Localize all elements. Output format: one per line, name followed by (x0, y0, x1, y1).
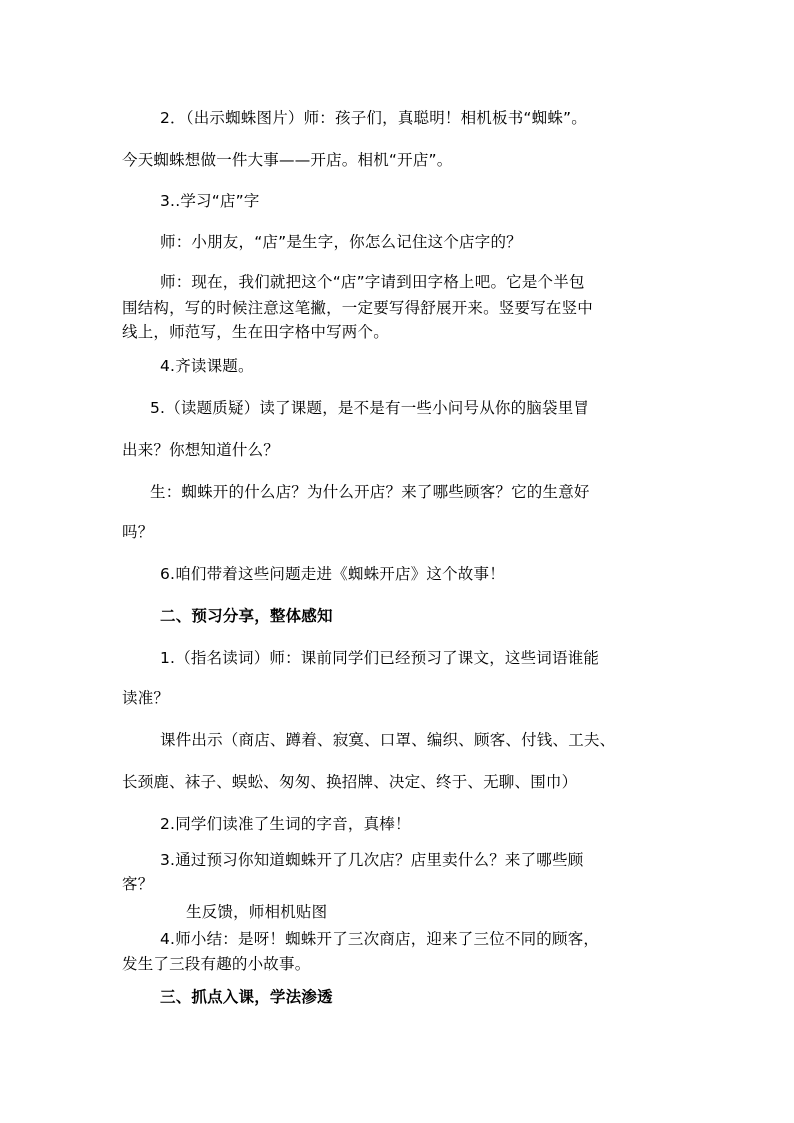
text-line: 3.通过预习你知道蜘蛛开了几次店？店里卖什么？来了哪些顾 (160, 851, 584, 869)
text-line: 生反馈，师相机贴图 (186, 903, 328, 921)
text-line: 3..学习“店”字 (160, 192, 260, 210)
text-line: 围结构，写的时候注意这笔撇，一定要写得舒展开来。竖要写在竖中 (122, 299, 594, 317)
section-heading: 二、预习分享，整体感知 (160, 607, 333, 625)
text-line: 线上，师范写，生在田字格中写两个。 (122, 323, 389, 341)
text-line: 读准？ (122, 689, 170, 707)
text-line: 出来？你想知道什么？ (122, 441, 280, 459)
text-line: 6.咱们带着这些问题走进《蜘蛛开店》这个故事！ (160, 565, 505, 583)
text-line: 2.同学们读准了生词的字音，真棒！ (160, 815, 411, 833)
text-line: 1.（指名读词）师：课前同学们已经预习了课文，这些词语谁能 (160, 649, 600, 667)
text-line: 4.齐读课题。 (160, 357, 254, 375)
text-line: 长颈鹿、袜子、蜈蚣、匆匆、换招牌、决定、终于、无聊、围巾） (122, 773, 578, 791)
text-line: 4.师小结：是呀！蜘蛛开了三次商店，迎来了三位不同的顾客， (160, 930, 600, 948)
text-line: 客？ (122, 875, 154, 893)
text-line: 发生了三段有趣的小故事。 (122, 955, 311, 973)
text-line: 5.（读题质疑）读了课题，是不是有一些小问号从你的脑袋里冒 (150, 399, 590, 417)
text-line: 吗？ (122, 523, 154, 541)
text-line: 课件出示（商店、蹲着、寂寞、口罩、编织、顾客、付钱、工夫、 (160, 731, 616, 749)
section-heading: 三、抓点入课，学法渗透 (160, 988, 333, 1006)
text-line: 师：小朋友，“店”是生字，你怎么记住这个店字的？ (160, 233, 522, 251)
text-line: 2．（出示蜘蛛图片）师：孩子们，真聪明！相机板书“蜘蛛”。 (160, 109, 587, 127)
text-line: 师：现在，我们就把这个“店”字请到田字格上吧。它是个半包 (160, 273, 585, 291)
text-line: 今天蜘蛛想做一件大事——开店。相机“开店”。 (122, 151, 453, 169)
text-line: 生：蜘蛛开的什么店？为什么开店？来了哪些顾客？它的生意好 (150, 483, 590, 501)
